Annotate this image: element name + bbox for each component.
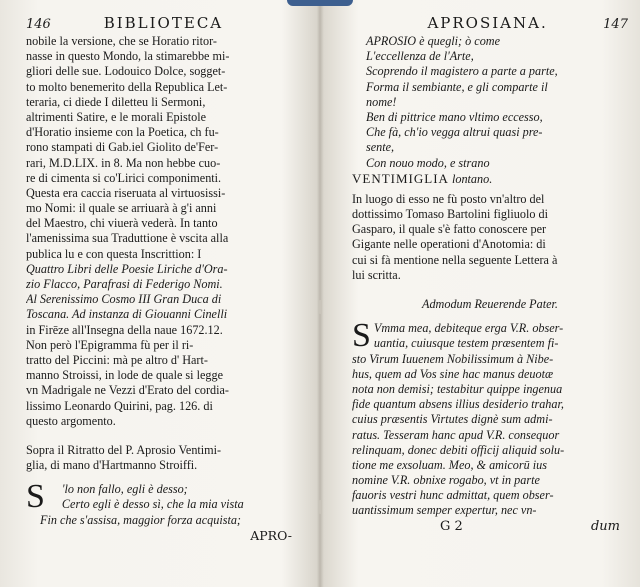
text-line: nomine V.R. obnixe rogabo, vt in parte: [352, 473, 540, 488]
text-line: Vmma mea, debiteque erga V.R. obser-: [373, 321, 564, 336]
right-page: [352, 14, 628, 580]
text-line: vn Madrigale ne Vezzi d'Erato del cordia-: [26, 383, 229, 398]
text-line: nota non demisi; testabitur quippe ingenua: [352, 381, 563, 396]
signature-mark: G: [440, 518, 451, 534]
page-number: 146: [26, 17, 51, 32]
text-line: Che fà, ch'io vegga altrui quasi pre-: [366, 125, 543, 140]
text-line: l'amenissima sua Traduttione è vscita alla: [26, 231, 229, 246]
text-line: rari, M.D.LIX. in 8. Ma non hebbe cuo-: [26, 155, 221, 170]
text-line: Gigante nelle operationi d'Anotomia: di: [352, 237, 546, 252]
text-line: altrimenti Satire, e le morali Epistole: [26, 109, 207, 124]
text-line: Sopra il Ritratto del P. Aprosio Ventimi-: [26, 442, 222, 457]
running-title: BIBLIOTECA: [103, 14, 224, 32]
page-number: 147: [603, 17, 628, 32]
letter-heading: Admodum Reuerende Pater.: [422, 297, 558, 311]
text-line: Toscana. Ad instanza di Giouanni Cinelli: [26, 307, 228, 322]
text-line: rono stampati di Gab.iel Giolito de'Fer-: [26, 140, 219, 155]
text-line: tratto del Piccini: mà pe altro d' Hart-: [26, 352, 208, 367]
signature-line: [352, 171, 628, 186]
text-line: cui si fà mentione nella seguente Lettera à: [352, 252, 558, 267]
text-line: sente,: [366, 140, 395, 155]
poem-signature-tail: lontano.: [451, 171, 493, 186]
text-line: dottissimo Tomaso Bartolini figliuolo di: [352, 207, 548, 222]
text-line: nome!: [366, 94, 397, 109]
text-line: Ben di pittrice mano vltimo eccesso,: [366, 109, 543, 124]
sonnet-title: [26, 443, 296, 473]
text-line: Scoprendo il magistero a parte a parte,: [366, 64, 558, 79]
text-line: cuius præsentis Virtutes dignè sum admi-: [352, 412, 553, 427]
page-top-mark: [287, 0, 353, 6]
binding-thread: [319, 300, 322, 314]
text-line: Questa era caccia riseruata al virtuosissi-: [26, 185, 226, 200]
text-line: teraria, ci diede I diletteu li Sermoni,: [26, 94, 206, 109]
text-line: publica lu e con questa Inscrittion: I: [26, 246, 202, 261]
text-line: questo argomento.: [26, 413, 116, 428]
text-line: to molto benemerito della Republica Let-: [26, 79, 228, 94]
text-line: Non però l'Epigramma fù per il ri-: [26, 337, 194, 352]
text-line: Al Serenissimo Cosmo III Gran Duca di: [26, 292, 222, 307]
text-line: mo Nomi: il quale se arriuarà à g'i anni: [26, 201, 217, 216]
catchword: APRO-: [250, 527, 292, 543]
right-running-head: [352, 14, 628, 34]
text-line: gliori delle sue. Lodouico Dolce, sogget-: [26, 64, 226, 79]
text-line: re di cimenta si co'Lirici componimenti.: [26, 170, 222, 185]
text-line: nasse in questo Mondo, la stimarebbe mi-: [26, 49, 230, 64]
text-line: 'lo non fallo, egli è desso;: [61, 482, 188, 497]
left-body-text: [26, 34, 296, 429]
catchword: dum: [590, 518, 620, 534]
text-line: ratus. Tesseram hanc apud V.R. consequor: [352, 427, 560, 442]
text-line: in Firēze all'Insegna della naue 1672.12.: [26, 322, 223, 337]
text-line: Con nouo modo, e strano: [366, 155, 490, 170]
text-line: lissimo Leonardo Quirini, pag. 126. di: [26, 398, 213, 413]
text-line: zio Flacco, Parafrasi di Federigo Nomi.: [26, 277, 223, 291]
text-line: del Maestro, chi viuerà vederà. In tanto: [26, 216, 218, 231]
letter: [352, 317, 628, 518]
left-page: [26, 14, 296, 580]
text-line: Certo egli è desso sì, che la mia vista: [61, 497, 244, 512]
text-line: manno Stroissi, in lode de quale si legge: [26, 368, 223, 383]
text-line: fide quantum absens illius desiderio trahar,: [352, 397, 564, 412]
text-line: APROSIO è quegli; ò come: [366, 34, 501, 48]
text-line: Forma il sembiante, e gli comparte il: [366, 79, 548, 94]
text-line: nobile la versione, che se Horatio ritor-: [26, 34, 217, 48]
text-line: sto Virum Iuuenem Nobilissimum à Nibe-: [352, 351, 554, 366]
text-line: tione me exsoluam. Meo, & amicorū ius: [352, 457, 547, 472]
text-line: uantissimum semper expertur, nec vn-: [352, 503, 537, 518]
text-line: hus, quem ad Vos sine hac manus deuotæ: [352, 366, 554, 381]
text-line: Fin che s'assisa, maggior forza acquista;: [40, 512, 241, 527]
binding-thread: [319, 500, 322, 514]
text-line: lui scritta.: [352, 267, 401, 282]
text-line: glia, di mano d'Hartmanno Stroiffi.: [26, 458, 198, 473]
signature-mark-number: 2: [454, 518, 463, 534]
text-line: fauoris vestri hunc admittat, quem obser-: [352, 488, 554, 503]
text-line: d'Horatio insieme con la Poetica, ch fu-: [26, 125, 219, 140]
poem-signature: VENTIMIGLIA: [352, 170, 449, 186]
left-poem: [26, 478, 296, 528]
text-line: L'eccellenza de l'Arte,: [366, 49, 474, 64]
text-line: Gasparo, il quale s'è fatto conoscere per: [352, 222, 547, 237]
text-line: uantia, cuiusque testem præsentem fi-: [373, 336, 559, 351]
right-body-text: [352, 192, 628, 283]
text-line: In luogo di esso ne fù posto vn'altro del: [352, 191, 545, 206]
left-running-head: [26, 14, 296, 34]
drop-cap: S: [26, 478, 45, 516]
text-line: relinquam, donec debiti officij aliquid solu-: [352, 442, 565, 457]
right-poem: [352, 34, 628, 171]
letter-drop-cap: S: [352, 317, 371, 355]
running-title: APROSIANA.: [427, 14, 548, 32]
text-line: Quattro Libri delle Poesie Liriche d'Ora-: [26, 261, 228, 276]
page-footer: [352, 519, 628, 534]
